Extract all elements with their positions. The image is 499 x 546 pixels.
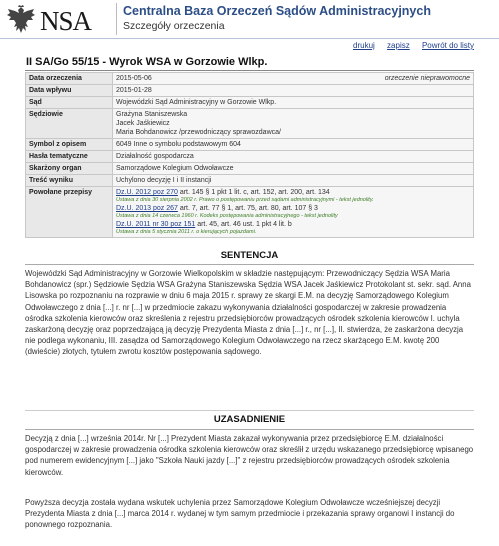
sentence-divider: [25, 264, 474, 265]
logo-divider: [116, 3, 117, 35]
authority-label: Skarżony organ: [26, 163, 113, 175]
justification-heading: UZASADNIENIE: [213, 414, 286, 425]
table-row: [26, 139, 474, 151]
status-text: orzeczenie nieprawomocne: [384, 75, 470, 82]
court-value: Wojewódzki Sąd Administracyjny w Gorzowie Wlkp.: [113, 97, 474, 109]
table-row: [26, 97, 474, 109]
table-row: [26, 109, 474, 139]
topics-value: Działalność gospodarcza: [113, 151, 474, 163]
site-title[interactable]: Centralna Baza Orzeczeń Sądów Administracyjnych: [123, 4, 431, 18]
eagle-emblem-icon: [4, 3, 38, 37]
table-row: [26, 73, 474, 85]
result-label: Treść wyniku: [26, 175, 113, 187]
provision-link[interactable]: Dz.U. 2011 nr 30 poz 151: [116, 221, 196, 228]
received-label: Data wpływu: [26, 85, 113, 97]
header-divider: [0, 38, 499, 39]
title-divider: [25, 70, 474, 71]
back-to-list-link[interactable]: Powrót do listy: [421, 41, 474, 50]
provisions-value: [113, 187, 474, 238]
justification-paragraph: Powyższa decyzja została wydana wskutek uchylenia przez Samorządowe Kolegium Odwoławcze wcześniejszej decyzji Prezydenta Miasta z dnia [...] marca 2014 r. wydanej w tym samym przedmiocie i przekazania sprawy organowi I instancji do ponownego rozpoznania.: [25, 498, 455, 530]
site-header: [0, 0, 499, 40]
sentence-heading: SENTENCJA: [220, 250, 279, 261]
provision-articles: art. 7, art. 77 § 1, art. 75, art. 80, art. 107 § 3: [177, 205, 318, 212]
toolbar: [343, 41, 474, 50]
authority-value: Samorządowe Kolegium Odwoławcze: [113, 163, 474, 175]
symbol-value: 6049 Inne o symbolu podstawowym 604: [113, 139, 474, 151]
symbol-label: Symbol z opisem: [26, 139, 113, 151]
section-divider: [25, 410, 474, 411]
result-value: Uchylono decyzję I i II instancji: [113, 175, 474, 187]
provision-item: [116, 204, 470, 220]
provision-item: [116, 188, 470, 204]
date-value: [113, 73, 474, 85]
provision-articles: art. 145 § 1 pkt 1 lit. c, art. 152, art. 200, art. 134: [177, 189, 330, 196]
sentence-text: Wojewódzki Sąd Administracyjny w Gorzowie Wielkopolskim w składzie następującym: Przewodniczący Sędzia WSA Maria Bohdanowicz (spr.) Sędziowie Sędzia WSA Grażyna Staniszewska Sędzia WSA Jacek Jaśkiewicz Protokolant st. sekr. sąd. Anna Lisowska po rozpoznaniu na rozprawie w dniu 6 maja 2015 r. sprawy ze skargi E.M. na decyzję Samorządowego Kolegium Odwoławczego z dnia [...] r. nr [...] w przedmiocie zakazu wykonywania działalności gospodarczej w zakresie prowadzenia ośrodka szkolenia kierowców oraz skreślenia z rejestru przedsiębiorców prowadzących ośrodek szkolenia kierowców I. uchyla zaskarżoną decyzję oraz poprzedzającą ją decyzję Prezydenta Miasta z dnia [...] r., nr [...], II. stwierdza, że zaskarżona decyzja nie podlega wykonaniu, III. zasądza od Samorządowego Kolegium Odwoławczego na rzecz skarżącego E.M. kwotę 200 (dwieście) złotych, tytułem zwrotu kosztów postępowania sądowego.: [25, 269, 471, 357]
provision-articles: art. 45, art. 46 ust. 1 pkt 4 lit. b: [195, 221, 292, 228]
judges-value: [113, 109, 474, 139]
provision-note: Ustawa z dnia 30 sierpnia 2002 r. Prawo o postępowaniu przed sądami administracyjnymi - tekst jednolity.: [116, 197, 374, 203]
judge-name: Jacek Jaśkiewicz: [116, 120, 170, 127]
provision-note: Ustawa z dnia 5 stycznia 2011 r. o kierujących pojazdami.: [116, 229, 257, 235]
court-label: Sąd: [26, 97, 113, 109]
provision-note: Ustawa z dnia 14 czerwca 1960 r. Kodeks postępowania administracyjnego - tekst jednolity: [116, 213, 338, 219]
provision-link[interactable]: Dz.U. 2012 poz 270: [116, 189, 178, 196]
print-link[interactable]: drukuj: [353, 41, 375, 50]
justification-divider: [25, 429, 474, 430]
case-title: II SA/Go 55/15 - Wyrok WSA w Gorzowie Wlkp.: [26, 56, 268, 68]
received-value: 2015-01-28: [113, 85, 474, 97]
provision-item: [116, 220, 470, 236]
provisions-label: Powołane przepisy: [26, 187, 113, 238]
judge-name: Maria Bohdanowicz /przewodniczący sprawozdawca/: [116, 129, 281, 136]
table-row: [26, 175, 474, 187]
provision-link[interactable]: Dz.U. 2013 poz 267: [116, 205, 178, 212]
table-row: [26, 151, 474, 163]
table-row: [26, 187, 474, 238]
judge-name: Grażyna Staniszewska: [116, 111, 188, 118]
date-label: Data orzeczenia: [26, 73, 113, 85]
judges-label: Sędziowie: [26, 109, 113, 139]
site-subtitle: Szczegóły orzeczenia: [123, 20, 225, 32]
table-row: [26, 163, 474, 175]
save-link[interactable]: zapisz: [387, 41, 410, 50]
date-text: 2015-05-06: [116, 75, 152, 82]
topics-label: Hasła tematyczne: [26, 151, 113, 163]
nsa-logo[interactable]: NSA: [40, 6, 92, 36]
table-row: [26, 85, 474, 97]
case-details-table: [25, 72, 474, 238]
justification-paragraph: Decyzją z dnia [...] września 2014r. Nr [...] Prezydent Miasta zakazał wykonywania przez przedsiębiorcę E.M. działalności gospodarczej w zakresie prowadzenia ośrodka szkolenia kierowców oraz skreślił z urzędu wskazanego przedsiębiorcę wpisanego pod numerem ewidencyjnym [...] jako "Szkoła Nauki jazdy [...]" z rejestru przedsiębiorców prowadzących ośrodek szkolenia kierowców.: [25, 434, 474, 477]
